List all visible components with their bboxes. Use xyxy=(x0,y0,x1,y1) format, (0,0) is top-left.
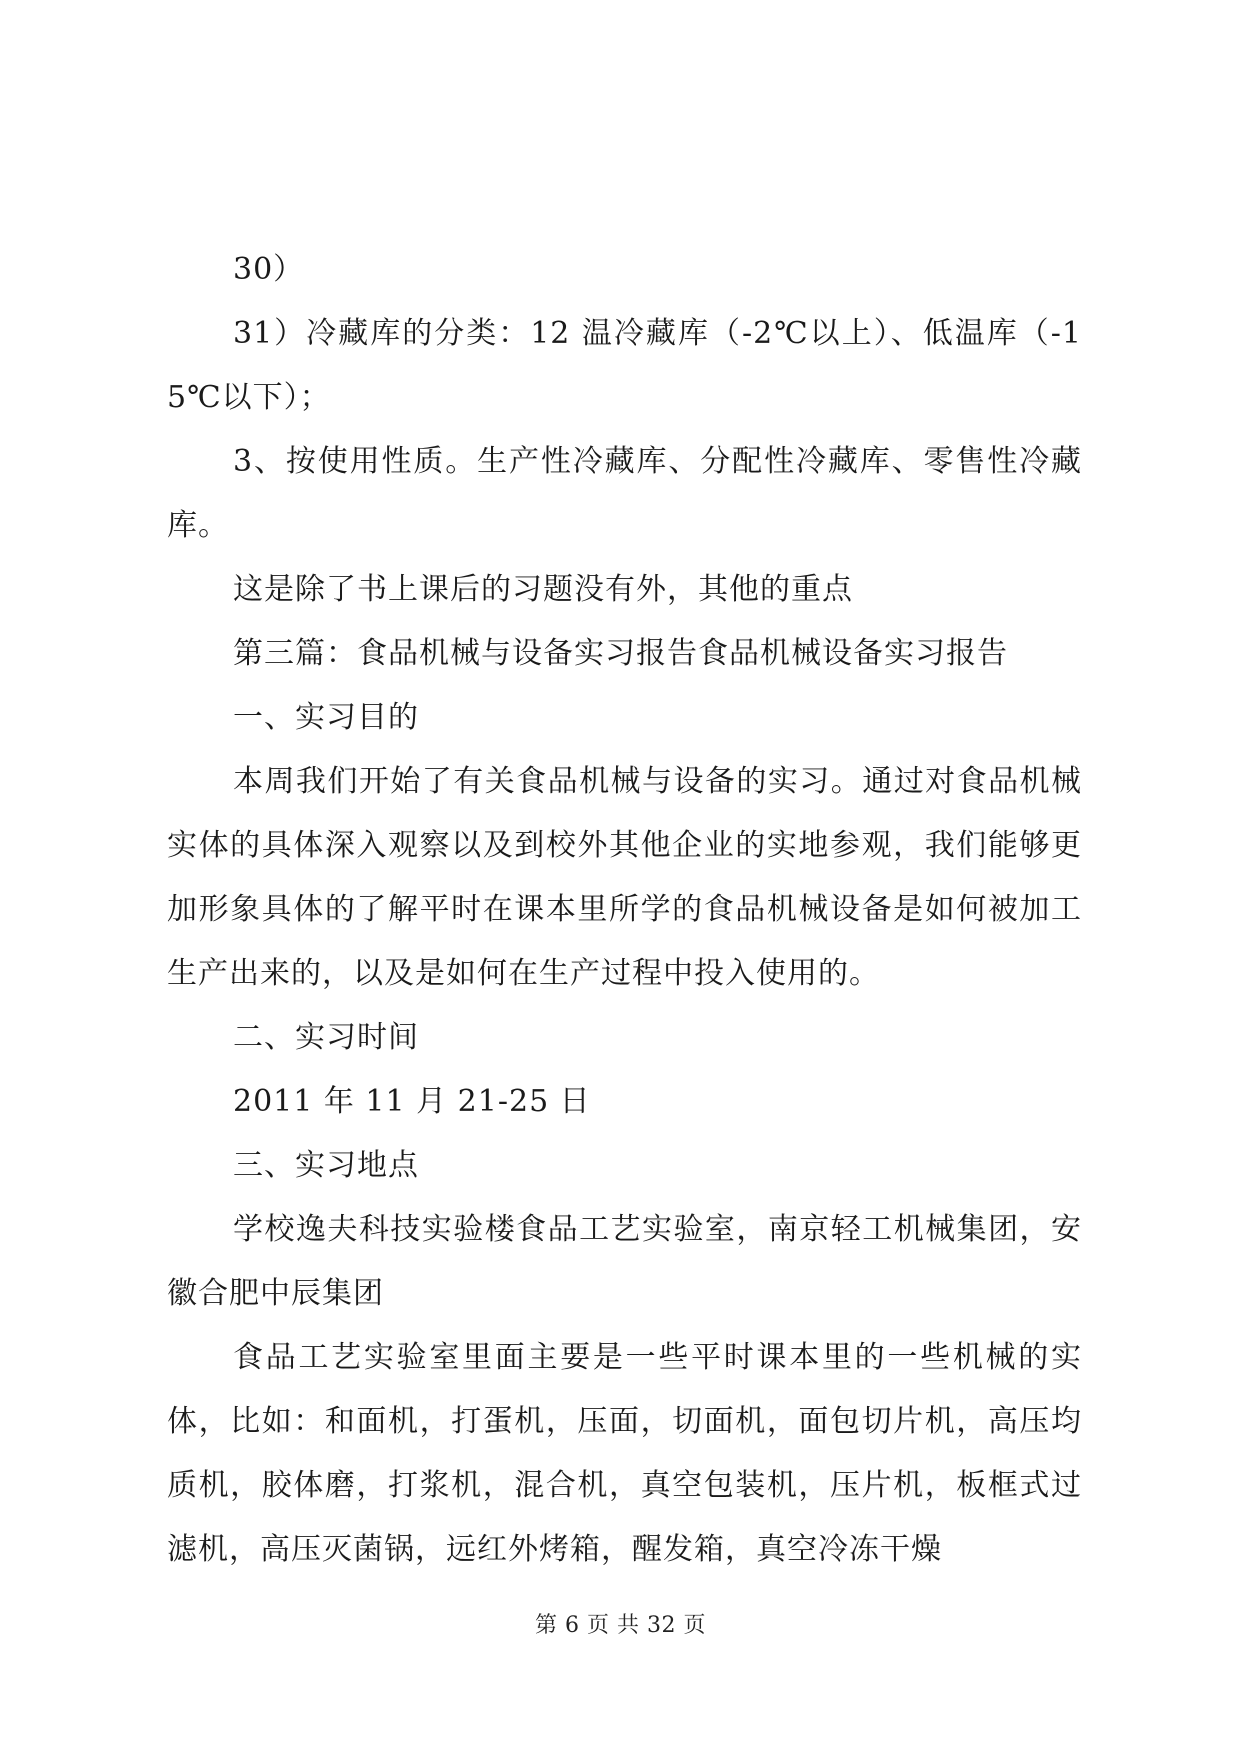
section-heading-part-three: 第三篇：食品机械与设备实习报告食品机械设备实习报告 xyxy=(233,636,1008,671)
paragraph-cold-storage-classification: 31）冷藏库的分类：12 温冷藏库（-2℃以上）、低温库（-15℃以下）； xyxy=(167,316,1082,415)
paragraph-lab-equipment: 食品工艺实验室里面主要是一些平时课本里的一些机械的实体，比如：和面机，打蛋机，压面，切面机，面包切片机，高压均质机，胶体磨，打浆机，混合机，真空包装机，压片机，板框式过滤机，高压灭菌锅，远红外烤箱，醒发箱，真空冷冻干燥 xyxy=(167,1340,1082,1567)
paragraph-internship-purpose: 本周我们开始了有关食品机械与设备的实习。通过对食品机械实体的具体深入观察以及到校外其他企业的实地参观，我们能够更加形象具体的了解平时在课本里所学的食品机械设备是如何被加工生产出来的，以及是如何在生产过程中投入使用的。 xyxy=(167,764,1082,991)
paragraph-usage-nature: 3、按使用性质。生产性冷藏库、分配性冷藏库、零售性冷藏库。 xyxy=(167,444,1082,543)
paragraph-internship-locations: 学校逸夫科技实验楼食品工艺实验室，南京轻工机械集团，安徽合肥中辰集团 xyxy=(167,1212,1082,1311)
paragraph-internship-date: 2011 年 11 月 21-25 日 xyxy=(233,1084,591,1119)
paragraph-item-30: 30） xyxy=(233,252,305,287)
page-number-footer: 第 6 页 共 32 页 xyxy=(535,1613,706,1638)
heading-internship-location: 三、实习地点 xyxy=(233,1148,419,1183)
document-body xyxy=(167,238,1082,1582)
paragraph-key-points-note: 这是除了书上课后的习题没有外，其他的重点 xyxy=(233,572,853,607)
heading-internship-purpose: 一、实习目的 xyxy=(233,700,419,735)
heading-internship-time: 二、实习时间 xyxy=(233,1020,419,1055)
